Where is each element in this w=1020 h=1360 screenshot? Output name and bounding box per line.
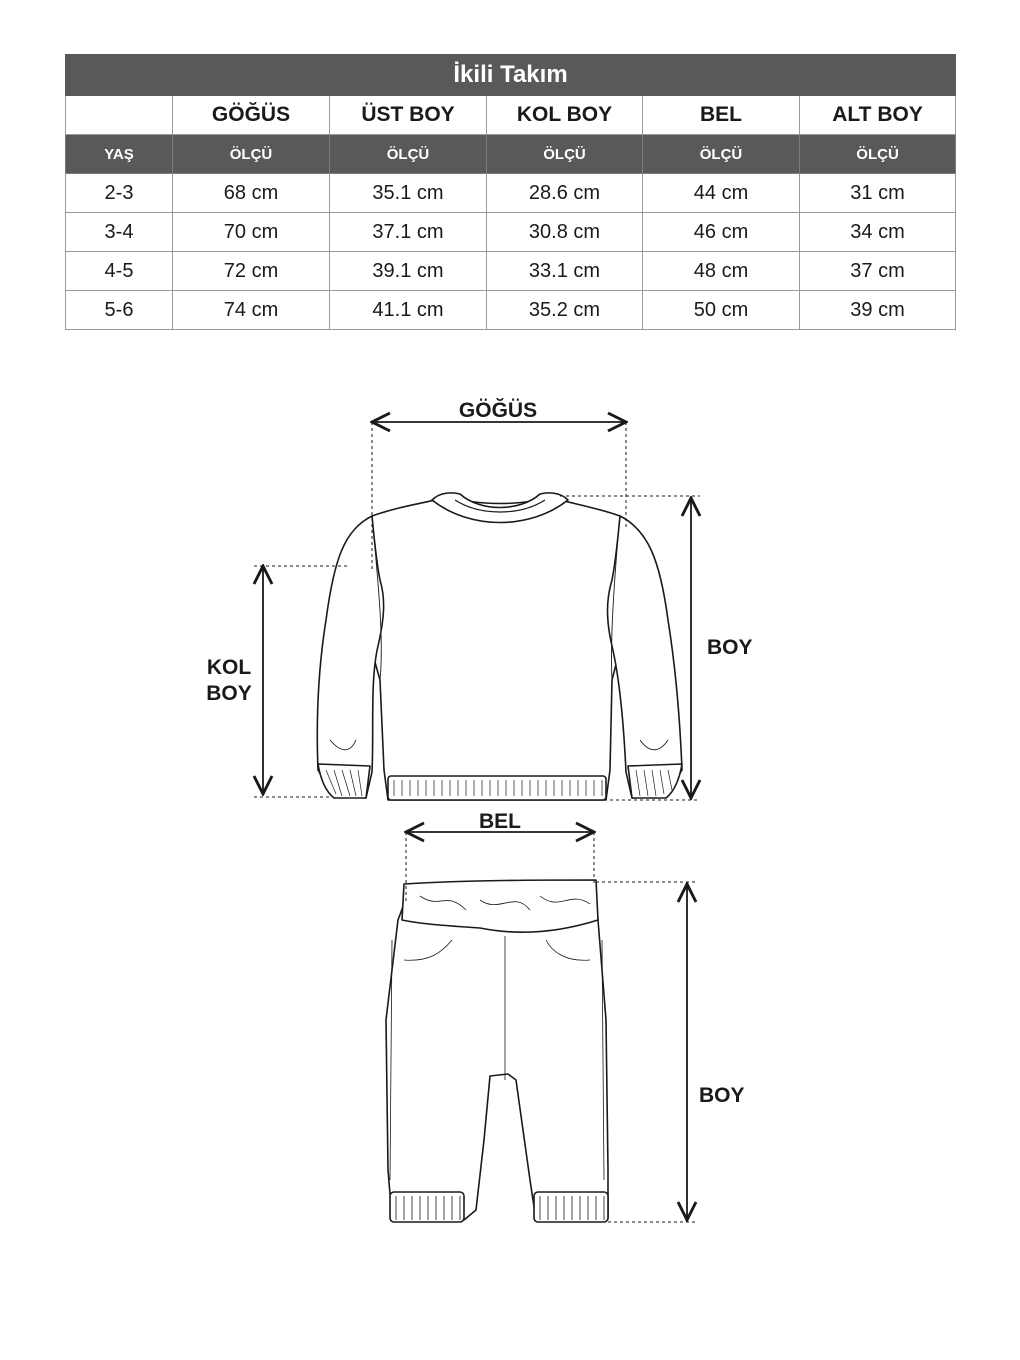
pants-right-cuff — [534, 1192, 608, 1222]
table-cell: 31 cm — [800, 174, 956, 213]
pants-drawing — [386, 880, 608, 1222]
table-cell: 30.8 cm — [487, 213, 643, 252]
pants-left-cuff — [390, 1192, 464, 1222]
table-cell: 50 cm — [643, 291, 800, 330]
sleeve-label-line2: BOY — [206, 682, 252, 705]
subheader-cell: ÖLÇÜ — [643, 135, 800, 174]
table-cell: 34 cm — [800, 213, 956, 252]
column-header: GÖĞÜS — [173, 96, 330, 135]
table-row — [66, 174, 956, 213]
table-cell: 72 cm — [173, 252, 330, 291]
column-header: ÜST BOY — [330, 96, 487, 135]
sweatshirt-body — [350, 496, 640, 800]
table-row — [66, 252, 956, 291]
table-cell: 41.1 cm — [330, 291, 487, 330]
table-cell: 33.1 cm — [487, 252, 643, 291]
sweatshirt-left-sleeve — [317, 516, 383, 798]
table-cell: 5-6 — [66, 291, 173, 330]
column-header: KOL BOY — [487, 96, 643, 135]
table-cell: 3-4 — [66, 213, 173, 252]
sweatshirt-left-cuff — [318, 764, 370, 798]
diagram-svg — [0, 380, 1020, 1280]
table-cell: 46 cm — [643, 213, 800, 252]
table-cell: 4-5 — [66, 252, 173, 291]
subheader-cell: ÖLÇÜ — [800, 135, 956, 174]
table-header-row — [66, 96, 956, 135]
chest-label: GÖĞÜS — [458, 399, 538, 422]
column-header: ALT BOY — [800, 96, 956, 135]
table-cell: 74 cm — [173, 291, 330, 330]
table-row — [66, 291, 956, 330]
table-cell: 48 cm — [643, 252, 800, 291]
table-title: İkili Takım — [66, 55, 956, 96]
sweatshirt-hem — [388, 776, 606, 800]
sweatshirt-right-sleeve — [608, 516, 683, 798]
measurement-diagram — [0, 380, 1020, 1280]
table-cell: 39 cm — [800, 291, 956, 330]
subheader-cell: ÖLÇÜ — [330, 135, 487, 174]
table-title-row — [66, 55, 956, 96]
table-cell: 35.2 cm — [487, 291, 643, 330]
table-cell: 68 cm — [173, 174, 330, 213]
table-cell: 2-3 — [66, 174, 173, 213]
top-length-label: BOY — [707, 636, 753, 659]
table-cell: 37.1 cm — [330, 213, 487, 252]
table-cell: 44 cm — [643, 174, 800, 213]
size-table — [65, 54, 956, 330]
subheader-cell: YAŞ — [66, 135, 173, 174]
table-row — [66, 213, 956, 252]
table-cell: 37 cm — [800, 252, 956, 291]
pants-body — [386, 892, 608, 1220]
sweatshirt-right-cuff — [628, 764, 682, 798]
waist-label: BEL — [479, 810, 521, 833]
pants-waistband — [402, 880, 598, 932]
sleeve-label-line1: KOL — [206, 656, 252, 679]
table-subheader-row — [66, 135, 956, 174]
bottom-length-label: BOY — [699, 1084, 745, 1107]
subheader-cell: ÖLÇÜ — [487, 135, 643, 174]
table-cell: 70 cm — [173, 213, 330, 252]
table-cell: 28.6 cm — [487, 174, 643, 213]
column-header: BEL — [643, 96, 800, 135]
table-cell: 39.1 cm — [330, 252, 487, 291]
subheader-cell: ÖLÇÜ — [173, 135, 330, 174]
table-cell: 35.1 cm — [330, 174, 487, 213]
column-header — [66, 96, 173, 135]
